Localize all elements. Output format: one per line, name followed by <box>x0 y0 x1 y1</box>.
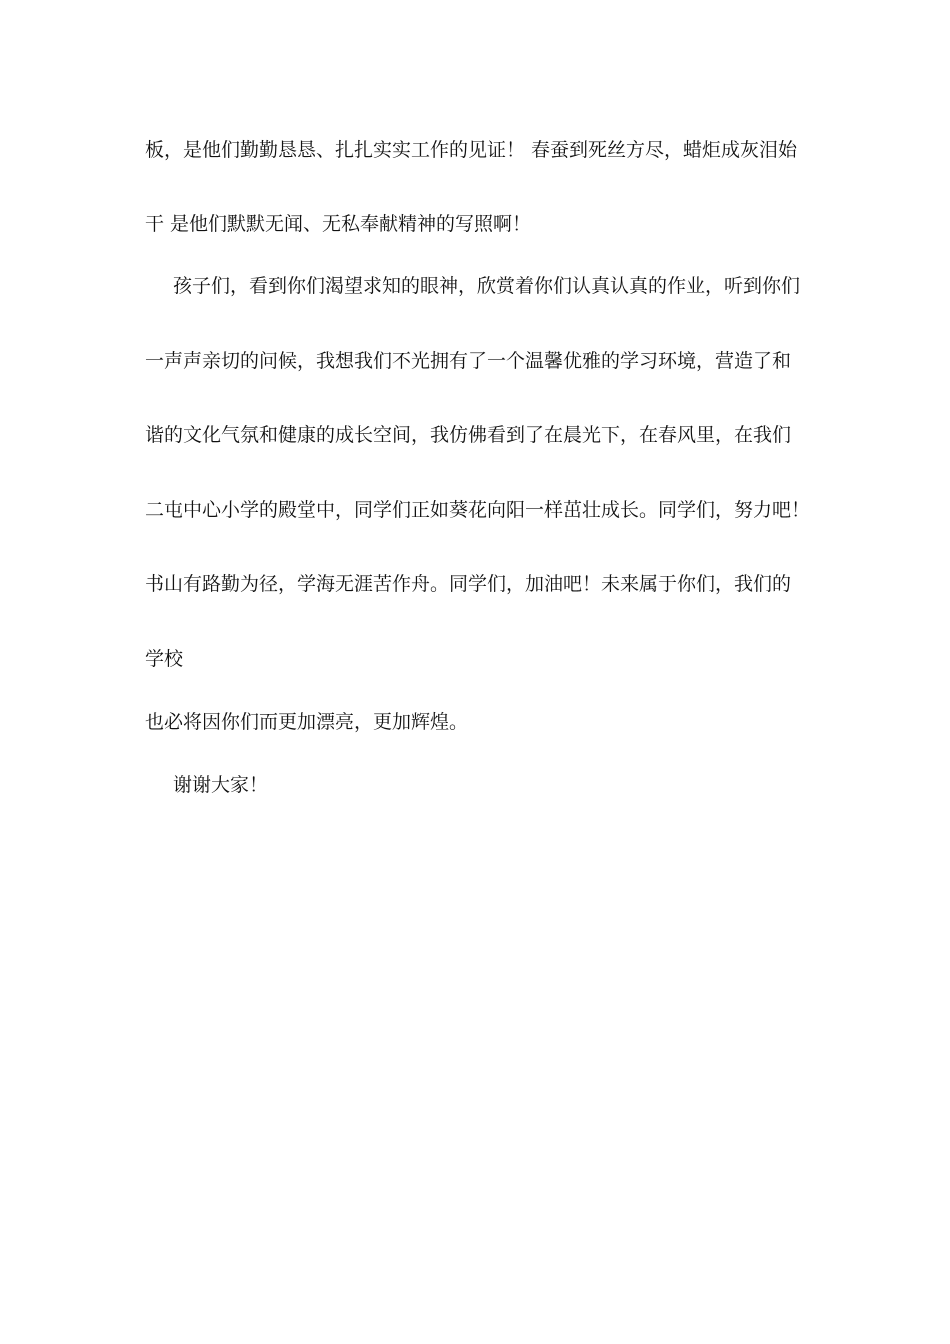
text-line: 一声声亲切的问候，我想我们不光拥有了一个温馨优雅的学习环境，营造了和 <box>145 350 792 372</box>
closing-line: 谢谢大家！ <box>173 774 269 796</box>
text-line: 学校 <box>145 648 184 670</box>
text-line: 干 是他们默默无闻、无私奉献精神的写照啊！ <box>145 213 532 235</box>
text-line: 也必将因你们而更加漂亮，更加辉煌。 <box>145 711 469 733</box>
text-line: 二屯中心小学的殿堂中，同学们正如葵花向阳一样茁壮成长。同学们，努力吧！ <box>145 499 811 521</box>
text-line: 谐的文化气氛和健康的成长空间，我仿佛看到了在晨光下，在春风里，在我们 <box>145 424 792 446</box>
text-line: 书山有路勤为径，学海无涯苦作舟。同学们，加油吧！未来属于你们，我们的 <box>145 573 792 595</box>
text-line: 板，是他们勤勤恳恳、扎扎实实工作的见证！ 春蚕到死丝方尽，蜡炬成灰泪始 <box>145 139 798 161</box>
paragraph-start-line: 孩子们，看到你们渴望求知的眼神，欣赏着你们认真认真的作业，听到你们 <box>173 275 801 297</box>
